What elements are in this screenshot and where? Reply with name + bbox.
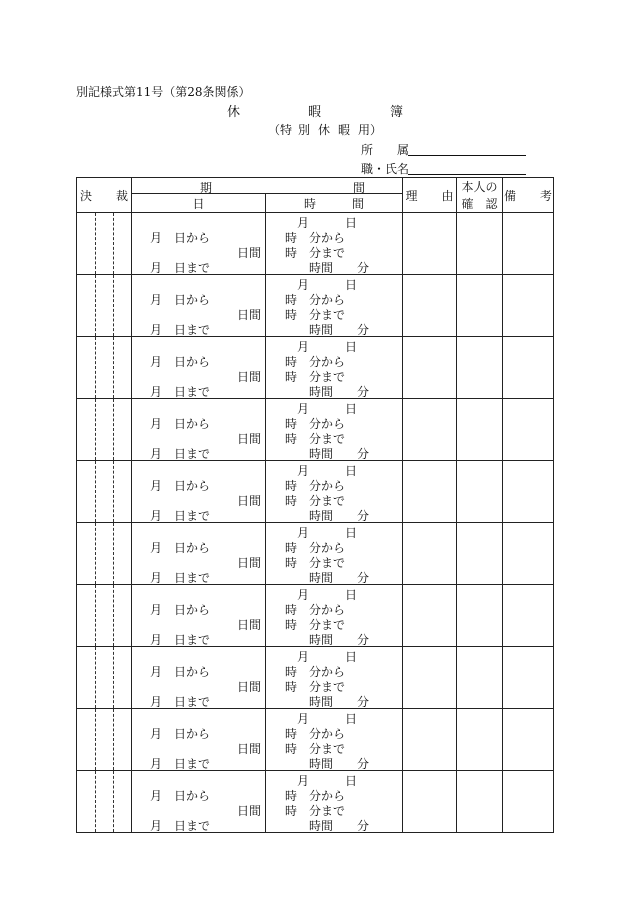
header-time: 時 間 — [266, 194, 403, 213]
title-char-2: 暇 — [308, 105, 322, 120]
time-month: 月 — [297, 588, 310, 602]
hours: 時間 — [309, 571, 334, 585]
form-subtitle — [0, 121, 630, 139]
approval-cell[interactable] — [77, 337, 132, 399]
to-date: 月 日まで — [150, 633, 211, 647]
time-day: 日 — [345, 712, 358, 726]
from-date: 月 日から — [150, 665, 211, 679]
reason-cell[interactable] — [403, 213, 457, 275]
minutes: 分 — [357, 385, 370, 399]
from-time: 時 分から — [285, 293, 346, 307]
form-reference: 別記様式第11号（第28条関係） — [76, 85, 251, 99]
approval-cell[interactable] — [77, 647, 132, 709]
from-date: 月 日から — [150, 727, 211, 741]
approval-cell[interactable] — [77, 461, 132, 523]
time-day: 日 — [345, 216, 358, 230]
approval-cell[interactable] — [77, 709, 132, 771]
reason-cell[interactable] — [403, 771, 457, 833]
table-row — [77, 461, 554, 523]
time-day: 日 — [345, 402, 358, 416]
day-cell[interactable] — [132, 213, 266, 275]
reason-cell[interactable] — [403, 337, 457, 399]
confirmation-cell[interactable] — [457, 275, 503, 337]
day-count: 日間 — [237, 556, 262, 570]
time-cell[interactable] — [266, 337, 403, 399]
to-time: 時 分まで — [285, 742, 346, 756]
from-date: 月 日から — [150, 603, 211, 617]
day-cell[interactable] — [132, 523, 266, 585]
table-row — [77, 585, 554, 647]
to-time: 時 分まで — [285, 432, 346, 446]
to-date: 月 日まで — [150, 757, 211, 771]
from-date: 月 日から — [150, 231, 211, 245]
day-count: 日間 — [237, 742, 262, 756]
hours: 時間 — [309, 633, 334, 647]
from-time: 時 分から — [285, 479, 346, 493]
remarks-cell[interactable] — [503, 399, 554, 461]
approval-cell[interactable] — [77, 771, 132, 833]
remarks-cell[interactable] — [503, 213, 554, 275]
approval-cell[interactable] — [77, 523, 132, 585]
remarks-cell[interactable] — [503, 771, 554, 833]
time-cell[interactable] — [266, 399, 403, 461]
table-row — [77, 337, 554, 399]
from-date: 月 日から — [150, 293, 211, 307]
confirmation-cell[interactable] — [457, 771, 503, 833]
hours: 時間 — [309, 261, 334, 275]
day-count: 日間 — [237, 246, 262, 260]
to-date: 月 日まで — [150, 261, 211, 275]
header-period-char-1: 期 — [200, 181, 213, 195]
time-day: 日 — [345, 278, 358, 292]
time-month: 月 — [297, 340, 310, 354]
from-date: 月 日から — [150, 541, 211, 555]
leave-table — [76, 177, 554, 833]
hours: 時間 — [309, 509, 334, 523]
remarks-cell[interactable] — [503, 585, 554, 647]
table-row — [77, 399, 554, 461]
affiliation-field[interactable] — [408, 155, 526, 156]
subtitle-char-2: 別 — [298, 123, 311, 137]
time-month: 月 — [297, 464, 310, 478]
from-date: 月 日から — [150, 417, 211, 431]
minutes: 分 — [357, 571, 370, 585]
from-time: 時 分から — [285, 355, 346, 369]
from-date: 月 日から — [150, 479, 211, 493]
confirmation-cell[interactable] — [457, 213, 503, 275]
table-row — [77, 709, 554, 771]
minutes: 分 — [357, 509, 370, 523]
subtitle-char-4: 暇 — [338, 123, 351, 137]
day-cell[interactable] — [132, 585, 266, 647]
from-time: 時 分から — [285, 417, 346, 431]
to-date: 月 日まで — [150, 385, 211, 399]
hours: 時間 — [309, 695, 334, 709]
to-time: 時 分まで — [285, 494, 346, 508]
day-count: 日間 — [237, 308, 262, 322]
table-row — [77, 275, 554, 337]
remarks-cell[interactable] — [503, 709, 554, 771]
day-cell[interactable] — [132, 771, 266, 833]
hours: 時間 — [309, 819, 334, 833]
approval-cell[interactable] — [77, 213, 132, 275]
reason-cell[interactable] — [403, 585, 457, 647]
time-month: 月 — [297, 216, 310, 230]
header-confirm-line1: 本人の — [461, 180, 498, 194]
to-time: 時 分まで — [285, 246, 346, 260]
subtitle-char-3: 休 — [318, 123, 331, 137]
to-date: 月 日まで — [150, 447, 211, 461]
minutes: 分 — [357, 323, 370, 337]
remarks-cell[interactable] — [503, 647, 554, 709]
day-cell[interactable] — [132, 461, 266, 523]
header-confirmation — [457, 178, 503, 213]
day-count: 日間 — [237, 494, 262, 508]
table-row — [77, 213, 554, 275]
day-cell[interactable] — [132, 337, 266, 399]
from-time: 時 分から — [285, 541, 346, 555]
approval-cell[interactable] — [77, 275, 132, 337]
to-date: 月 日まで — [150, 695, 211, 709]
form-title — [0, 101, 630, 119]
to-date: 月 日まで — [150, 819, 211, 833]
approval-cell[interactable] — [77, 399, 132, 461]
header-period-char-2: 間 — [353, 181, 366, 195]
time-month: 月 — [297, 526, 310, 540]
day-count: 日間 — [237, 370, 262, 384]
time-cell[interactable] — [266, 523, 403, 585]
confirmation-cell[interactable] — [457, 709, 503, 771]
minutes: 分 — [357, 261, 370, 275]
time-day: 日 — [345, 340, 358, 354]
remarks-cell[interactable] — [503, 461, 554, 523]
from-time: 時 分から — [285, 603, 346, 617]
remarks-cell[interactable] — [503, 337, 554, 399]
confirmation-cell[interactable] — [457, 461, 503, 523]
header-day: 日 — [132, 194, 266, 213]
time-day: 日 — [345, 774, 358, 788]
reason-cell[interactable] — [403, 709, 457, 771]
confirmation-cell[interactable] — [457, 337, 503, 399]
to-time: 時 分まで — [285, 680, 346, 694]
title-char-3: 簿 — [390, 105, 404, 120]
day-cell[interactable] — [132, 709, 266, 771]
reason-cell[interactable] — [403, 647, 457, 709]
table-row — [77, 647, 554, 709]
time-day: 日 — [345, 588, 358, 602]
minutes: 分 — [357, 633, 370, 647]
day-count: 日間 — [237, 618, 262, 632]
subtitle-char-1: （特 — [268, 123, 293, 137]
day-count: 日間 — [237, 432, 262, 446]
minutes: 分 — [357, 447, 370, 461]
from-date: 月 日から — [150, 355, 211, 369]
position-name-label: 職・氏名 — [361, 162, 410, 176]
time-month: 月 — [297, 402, 310, 416]
minutes: 分 — [357, 695, 370, 709]
time-month: 月 — [297, 712, 310, 726]
day-cell[interactable] — [132, 647, 266, 709]
to-time: 時 分まで — [285, 308, 346, 322]
to-time: 時 分まで — [285, 370, 346, 384]
table-row — [77, 523, 554, 585]
subtitle-char-5: 用） — [358, 123, 383, 137]
remarks-cell[interactable] — [503, 275, 554, 337]
hours: 時間 — [309, 757, 334, 771]
time-cell[interactable] — [266, 709, 403, 771]
table-row — [77, 771, 554, 833]
header-reason: 理 由 — [403, 178, 457, 213]
affiliation-label: 所 属 — [361, 143, 410, 157]
reason-cell[interactable] — [403, 523, 457, 585]
from-time: 時 分から — [285, 789, 346, 803]
time-month: 月 — [297, 278, 310, 292]
header-period — [132, 178, 403, 194]
to-time: 時 分まで — [285, 618, 346, 632]
confirmation-cell[interactable] — [457, 647, 503, 709]
time-cell[interactable] — [266, 275, 403, 337]
from-time: 時 分から — [285, 665, 346, 679]
reason-cell[interactable] — [403, 399, 457, 461]
from-time: 時 分から — [285, 727, 346, 741]
to-date: 月 日まで — [150, 571, 211, 585]
header-remarks: 備 考 — [503, 178, 554, 213]
day-cell[interactable] — [132, 275, 266, 337]
reason-cell[interactable] — [403, 275, 457, 337]
time-cell[interactable] — [266, 647, 403, 709]
confirmation-cell[interactable] — [457, 523, 503, 585]
to-date: 月 日まで — [150, 323, 211, 337]
confirmation-cell[interactable] — [457, 399, 503, 461]
reason-cell[interactable] — [403, 461, 457, 523]
minutes: 分 — [357, 819, 370, 833]
to-date: 月 日まで — [150, 509, 211, 523]
title-char-1: 休 — [227, 105, 241, 120]
hours: 時間 — [309, 323, 334, 337]
day-count: 日間 — [237, 804, 262, 818]
time-month: 月 — [297, 650, 310, 664]
time-day: 日 — [345, 526, 358, 540]
time-cell[interactable] — [266, 461, 403, 523]
header-confirm-line2: 確 認 — [461, 197, 498, 211]
time-day: 日 — [345, 650, 358, 664]
time-cell[interactable] — [266, 771, 403, 833]
time-cell[interactable] — [266, 213, 403, 275]
time-cell[interactable] — [266, 585, 403, 647]
position-name-field[interactable] — [408, 174, 526, 175]
remarks-cell[interactable] — [503, 523, 554, 585]
approval-cell[interactable] — [77, 585, 132, 647]
from-date: 月 日から — [150, 789, 211, 803]
time-day: 日 — [345, 464, 358, 478]
confirmation-cell[interactable] — [457, 585, 503, 647]
header-approval: 決 裁 — [77, 178, 132, 213]
to-time: 時 分まで — [285, 556, 346, 570]
time-month: 月 — [297, 774, 310, 788]
to-time: 時 分まで — [285, 804, 346, 818]
minutes: 分 — [357, 757, 370, 771]
from-time: 時 分から — [285, 231, 346, 245]
day-count: 日間 — [237, 680, 262, 694]
hours: 時間 — [309, 447, 334, 461]
day-cell[interactable] — [132, 399, 266, 461]
hours: 時間 — [309, 385, 334, 399]
